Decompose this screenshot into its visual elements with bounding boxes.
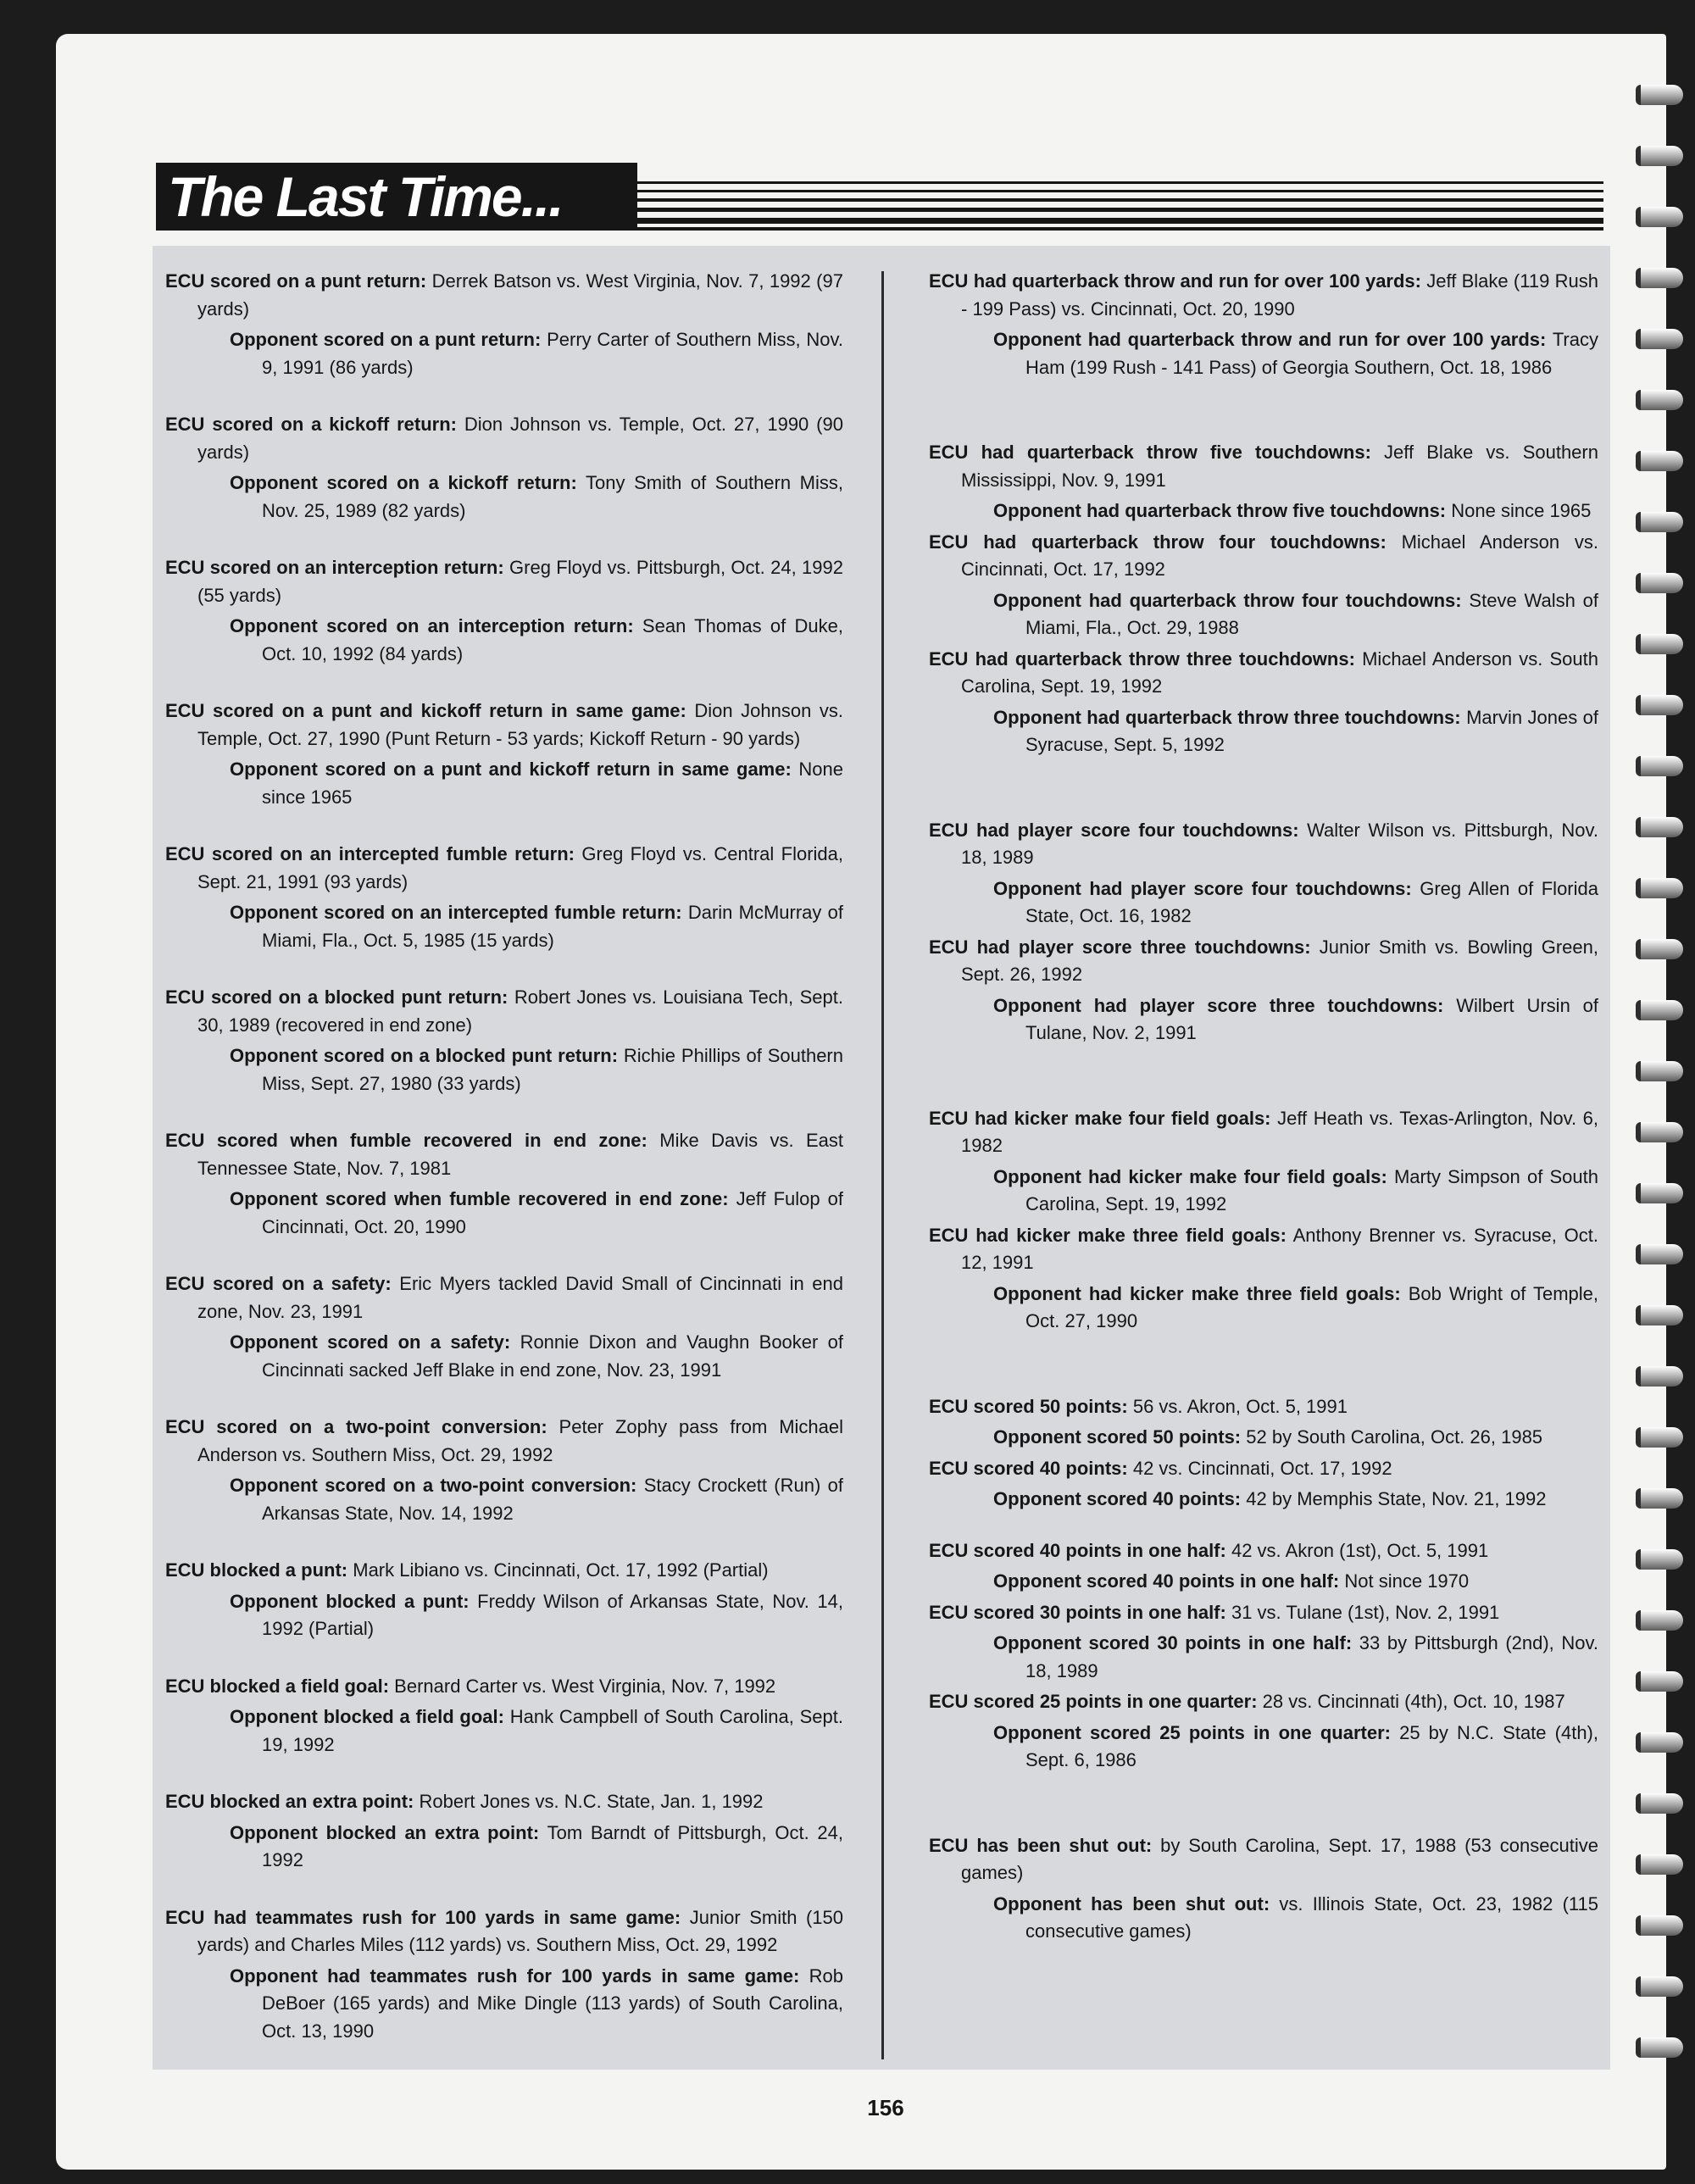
ecu-record: ECU had quarterback throw and run for over 100 yards: Jeff Blake (119 Rush - 199 Pass) vs. Cincinnati, Oct. 20, 1990 bbox=[929, 270, 1598, 320]
binding-coil bbox=[1636, 1976, 1683, 1997]
page-title: The Last Time... bbox=[156, 163, 637, 231]
ecu-record: ECU scored on a punt return: Derrek Batson vs. West Virginia, Nov. 7, 1992 (97 yards) bbox=[165, 270, 843, 320]
opponent-record: Opponent scored on a blocked punt return: Richie Phillips of Southern Miss, Sept. 27, 1980 (33 yards) bbox=[230, 1045, 843, 1094]
opponent-record: Opponent scored when fumble recovered in end zone: Jeff Fulop of Cincinnati, Oct. 20, 1990 bbox=[230, 1188, 843, 1237]
binding-coil bbox=[1636, 1488, 1683, 1509]
opponent-record: Opponent scored on a two-point conversion: Stacy Crockett (Run) of Arkansas State, Nov. 14, 1992 bbox=[230, 1475, 843, 1524]
opponent-record: Opponent has been shut out: vs. Illinois State, Oct. 23, 1982 (115 consecutive games) bbox=[993, 1892, 1598, 1942]
record-entry bbox=[929, 439, 1598, 525]
record-entry bbox=[929, 934, 1598, 1048]
record-entry bbox=[929, 1832, 1598, 1946]
column-divider bbox=[881, 271, 884, 2059]
ecu-record: ECU scored 30 points in one half: 31 vs. Tulane (1st), Nov. 2, 1991 bbox=[929, 1601, 1500, 1623]
binding-coil bbox=[1636, 1000, 1683, 1020]
binding-coil bbox=[1636, 939, 1683, 959]
opponent-record: Opponent had kicker make three field goals: Bob Wright of Temple, Oct. 27, 1990 bbox=[993, 1282, 1598, 1331]
opponent-record: Opponent scored 25 points in one quarter: 25 by N.C. State (4th), Sept. 6, 1986 bbox=[993, 1721, 1598, 1770]
opponent-record: Opponent had teammates rush for 100 yards in same game: Rob DeBoer (165 yards) and Mike Dingle (113 yards) of South Carolina, Oct. 13, 1990 bbox=[230, 1964, 844, 2042]
record-entry bbox=[165, 1673, 843, 1759]
opponent-record: Opponent had player score three touchdowns: Wilbert Ursin of Tulane, Nov. 2, 1991 bbox=[993, 994, 1598, 1043]
record-entry bbox=[165, 1557, 843, 1643]
opponent-record: Opponent scored on a safety: Ronnie Dixon and Vaughn Booker of Cincinnati sacked Jeff Blake in end zone, Nov. 23, 1991 bbox=[230, 1331, 843, 1381]
record-entry bbox=[165, 697, 843, 811]
binding-coil bbox=[1636, 1244, 1683, 1264]
record-entry bbox=[929, 646, 1598, 759]
binding-coil bbox=[1636, 695, 1683, 715]
ecu-record: ECU scored on a kickoff return: Dion Johnson vs. Temple, Oct. 27, 1990 (90 yards) bbox=[165, 414, 843, 463]
binding-coil bbox=[1636, 85, 1683, 105]
opponent-record: Opponent blocked an extra point: Tom Barndt of Pittsburgh, Oct. 24, 1992 bbox=[230, 1821, 844, 1870]
left-column bbox=[165, 268, 843, 2045]
record-entry bbox=[165, 554, 843, 668]
record-entry bbox=[165, 1788, 843, 1875]
ecu-record: ECU had quarterback throw three touchdowns: Michael Anderson vs. South Carolina, Sept. 19, 1992 bbox=[929, 647, 1599, 697]
record-entry bbox=[165, 268, 843, 381]
binding-coil bbox=[1636, 1549, 1683, 1570]
record-entry bbox=[165, 1414, 843, 1527]
opponent-record: Opponent had quarterback throw four touchdowns: Steve Walsh of Miami, Fla., Oct. 29, 1988 bbox=[993, 589, 1598, 638]
ecu-record: ECU scored 40 points: 42 vs. Cincinnati, Oct. 17, 1992 bbox=[929, 1457, 1392, 1479]
opponent-record: Opponent blocked a punt: Freddy Wilson of Arkansas State, Nov. 14, 1992 (Partial) bbox=[230, 1590, 843, 1639]
opponent-record: Opponent scored 50 points: 52 by South Carolina, Oct. 26, 1985 bbox=[993, 1426, 1543, 1448]
ecu-record: ECU scored when fumble recovered in end zone: Mike Davis vs. East Tennessee State, Nov. 7, 1981 bbox=[165, 1130, 843, 1179]
opponent-record: Opponent had quarterback throw five touchdowns: None since 1965 bbox=[993, 500, 1592, 521]
right-column bbox=[929, 268, 1598, 1946]
record-entry bbox=[929, 1393, 1598, 1452]
ecu-record: ECU blocked a punt: Mark Libiano vs. Cincinnati, Oct. 17, 1992 (Partial) bbox=[165, 1559, 769, 1581]
record-entry bbox=[929, 1599, 1598, 1686]
opponent-record: Opponent scored on an interception return: Sean Thomas of Duke, Oct. 10, 1992 (84 yards) bbox=[230, 615, 843, 664]
ecu-record: ECU scored on a safety: Eric Myers tackled David Small of Cincinnati in end zone, Nov. 23, 1991 bbox=[165, 1273, 843, 1322]
record-entry bbox=[929, 817, 1598, 931]
opponent-record: Opponent had quarterback throw three touchdowns: Marvin Jones of Syracuse, Sept. 5, 1992 bbox=[993, 706, 1598, 755]
binding-coil bbox=[1636, 1732, 1683, 1753]
binding-coil bbox=[1636, 1915, 1683, 1936]
binding-coil bbox=[1636, 1854, 1683, 1875]
opponent-record: Opponent blocked a field goal: Hank Campbell of South Carolina, Sept. 19, 1992 bbox=[230, 1706, 843, 1755]
record-entry bbox=[929, 1688, 1598, 1775]
ecu-record: ECU scored 40 points in one half: 42 vs. Akron (1st), Oct. 5, 1991 bbox=[929, 1539, 1489, 1561]
ecu-record: ECU had kicker make three field goals: Anthony Brenner vs. Syracuse, Oct. 12, 1991 bbox=[929, 1224, 1598, 1273]
binding-coil bbox=[1636, 512, 1683, 532]
ecu-record: ECU scored on an interception return: Greg Floyd vs. Pittsburgh, Oct. 24, 1992 (55 yards) bbox=[165, 557, 843, 606]
record-entry bbox=[165, 984, 843, 1098]
binding-coil bbox=[1636, 1793, 1683, 1814]
record-entry bbox=[165, 411, 843, 525]
binding-coil bbox=[1636, 1366, 1683, 1387]
binding-coil bbox=[1636, 878, 1683, 898]
ecu-record: ECU scored 50 points: 56 vs. Akron, Oct. 5, 1991 bbox=[929, 1395, 1348, 1417]
binding-coil bbox=[1636, 268, 1683, 288]
ecu-record: ECU had player score four touchdowns: Walter Wilson vs. Pittsburgh, Nov. 18, 1989 bbox=[929, 819, 1598, 868]
binding-coil bbox=[1636, 1122, 1683, 1142]
opponent-record: Opponent had quarterback throw and run for over 100 yards: Tracy Ham (199 Rush - 141 Pass) of Georgia Southern, Oct. 18, 1986 bbox=[993, 329, 1598, 378]
opponent-record: Opponent scored 30 points in one half: 33 by Pittsburgh (2nd), Nov. 18, 1989 bbox=[993, 1632, 1598, 1681]
binding-coil bbox=[1636, 1061, 1683, 1081]
binding-coil bbox=[1636, 146, 1683, 166]
ecu-record: ECU scored 25 points in one quarter: 28 vs. Cincinnati (4th), Oct. 10, 1987 bbox=[929, 1691, 1565, 1712]
page-number: 156 bbox=[867, 2095, 904, 2120]
header-rule-lines bbox=[637, 181, 1603, 231]
record-entry bbox=[165, 1270, 843, 1384]
binding-coil bbox=[1636, 1305, 1683, 1325]
ecu-record: ECU scored on an intercepted fumble return: Greg Floyd vs. Central Florida, Sept. 21, 1991 (93 yards) bbox=[165, 843, 843, 892]
ecu-record: ECU has been shut out: by South Carolina, Sept. 17, 1988 (53 consecutive games) bbox=[929, 1834, 1598, 1883]
ecu-record: ECU had quarterback throw five touchdowns: Jeff Blake vs. Southern Mississippi, Nov. 9, 1991 bbox=[929, 442, 1598, 491]
binding-coil bbox=[1636, 1183, 1683, 1203]
binding-coil bbox=[1636, 1671, 1683, 1692]
opponent-record: Opponent scored 40 points: 42 by Memphis State, Nov. 21, 1992 bbox=[993, 1488, 1547, 1509]
opponent-record: Opponent scored on a kickoff return: Tony Smith of Southern Miss, Nov. 25, 1989 (82 yards) bbox=[230, 472, 844, 521]
binding-coil bbox=[1636, 2037, 1683, 2058]
binding-coil bbox=[1636, 634, 1683, 654]
ecu-record: ECU scored on a punt and kickoff return in same game: Dion Johnson vs. Temple, Oct. 27, 1990 (Punt Return - 53 yards; Kickoff Return - 90 yards) bbox=[165, 700, 843, 749]
ecu-record: ECU scored on a blocked punt return: Robert Jones vs. Louisiana Tech, Sept. 30, 1989 (recovered in end zone) bbox=[165, 986, 844, 1036]
ecu-record: ECU had kicker make four field goals: Jeff Heath vs. Texas-Arlington, Nov. 6, 1982 bbox=[929, 1107, 1598, 1156]
record-entry bbox=[929, 1222, 1598, 1336]
record-entry bbox=[165, 1904, 843, 2046]
record-entry bbox=[929, 1537, 1598, 1596]
record-entry bbox=[165, 1127, 843, 1241]
record-entry bbox=[929, 268, 1598, 381]
ecu-record: ECU blocked a field goal: Bernard Carter vs. West Virginia, Nov. 7, 1992 bbox=[165, 1675, 776, 1697]
binding-coil bbox=[1636, 756, 1683, 776]
record-entry bbox=[165, 841, 843, 954]
opponent-record: Opponent scored on a punt and kickoff return in same game: None since 1965 bbox=[230, 759, 843, 808]
opponent-record: Opponent scored on a punt return: Perry Carter of Southern Miss, Nov. 9, 1991 (86 yards) bbox=[230, 329, 844, 378]
binding-coil bbox=[1636, 451, 1683, 471]
ecu-record: ECU blocked an extra point: Robert Jones vs. N.C. State, Jan. 1, 1992 bbox=[165, 1791, 764, 1812]
ecu-record: ECU had quarterback throw four touchdowns: Michael Anderson vs. Cincinnati, Oct. 17, 1992 bbox=[929, 531, 1598, 580]
binding-coil bbox=[1636, 1610, 1683, 1631]
binding-coil bbox=[1636, 207, 1683, 227]
binding-coil bbox=[1636, 817, 1683, 837]
binding-coil bbox=[1636, 390, 1683, 410]
opponent-record: Opponent scored 40 points in one half: Not since 1970 bbox=[993, 1570, 1470, 1592]
opponent-record: Opponent scored on an intercepted fumble return: Darin McMurray of Miami, Fla., Oct. 5, 1985 (15 yards) bbox=[230, 902, 843, 951]
record-entry bbox=[929, 1455, 1598, 1514]
record-entry bbox=[929, 529, 1598, 642]
spiral-binding bbox=[1636, 85, 1695, 2119]
binding-coil bbox=[1636, 329, 1683, 349]
opponent-record: Opponent had kicker make four field goals: Marty Simpson of South Carolina, Sept. 19, 1992 bbox=[993, 1165, 1598, 1214]
binding-coil bbox=[1636, 1427, 1683, 1448]
binding-coil bbox=[1636, 573, 1683, 593]
ecu-record: ECU had teammates rush for 100 yards in same game: Junior Smith (150 yards) and Charles Miles (112 yards) vs. Southern Miss, Oct. 29, 1992 bbox=[165, 1906, 843, 1955]
record-entry bbox=[929, 1105, 1598, 1219]
ecu-record: ECU had player score three touchdowns: Junior Smith vs. Bowling Green, Sept. 26, 1992 bbox=[929, 936, 1598, 985]
opponent-record: Opponent had player score four touchdowns: Greg Allen of Florida State, Oct. 16, 1982 bbox=[993, 877, 1598, 926]
ecu-record: ECU scored on a two-point conversion: Peter Zophy pass from Michael Anderson vs. Southern Miss, Oct. 29, 1992 bbox=[165, 1416, 843, 1465]
